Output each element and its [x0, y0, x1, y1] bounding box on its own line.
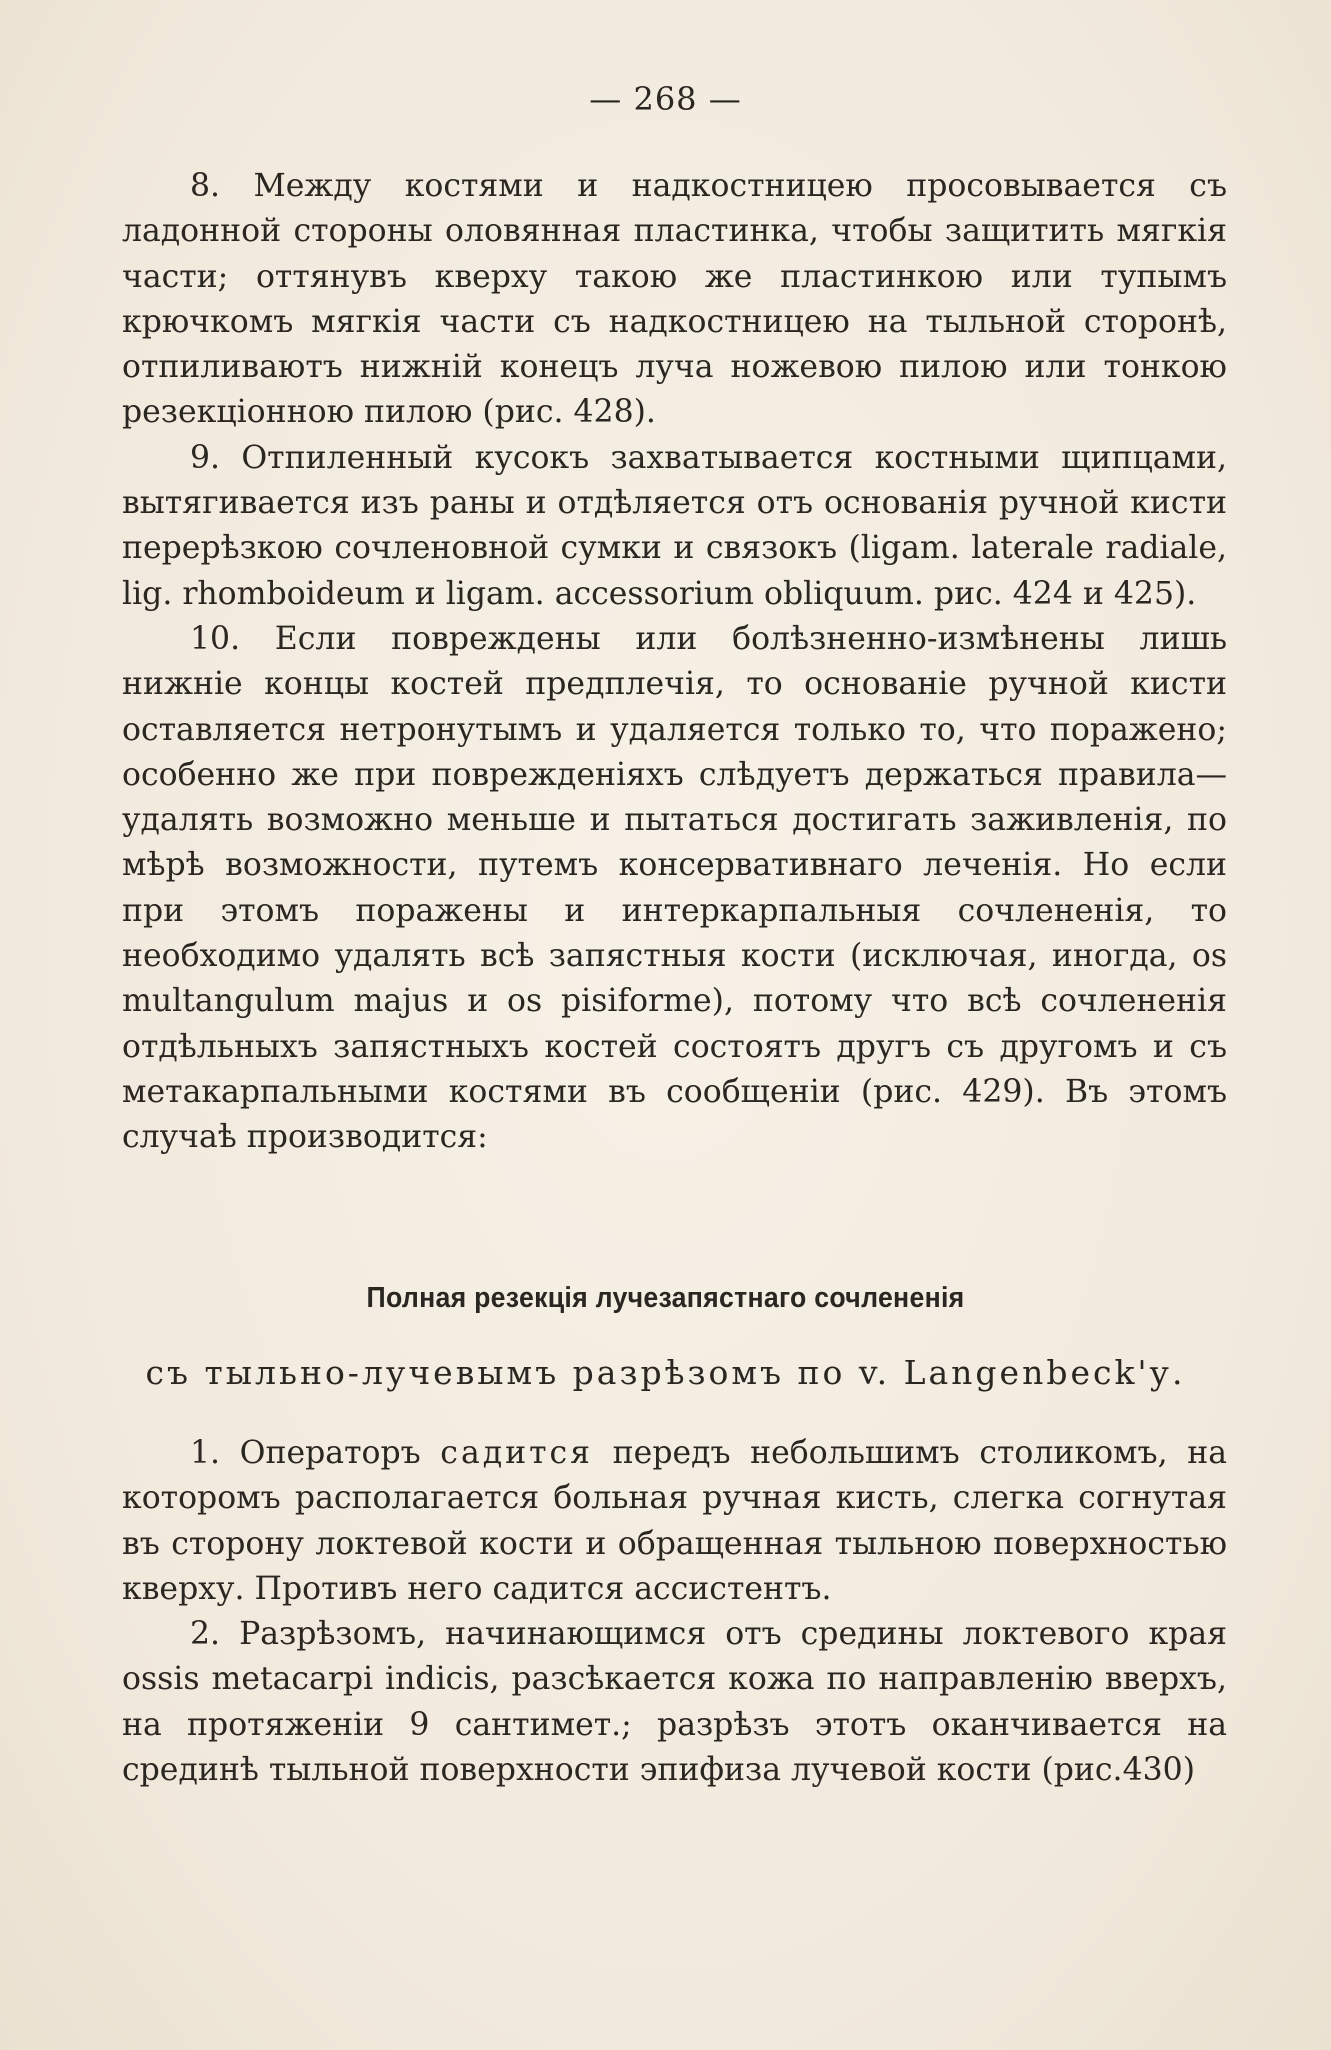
paragraph-9: 9. Отпиленный кусокъ захватывается костными щипцами, вытягивается изъ раны и отдѣляется отъ основанія ручной кисти перерѣзкою сочленовной сумки и связокъ (ligam. laterale radiale, lig. rhomboideum и ligam. accessorium obliquum. рис. 424 и 425). — [122, 439, 1227, 612]
section-subheading: съ тыльно-лучевымъ разрѣзомъ по v. Langenbeck'у. — [145, 1353, 1186, 1392]
step-1-end: передъ небольшимъ столикомъ, на которомъ располагается больная ручная кисть, слегка согнутая въ сторону локтевой кости и обращенная тыльною поверхностью кверху. Противъ него садится ассистентъ. — [122, 1435, 1227, 1607]
paragraph-8: 8. Между костями и надкостницею просовывается съ ладонной стороны оловянная пластинка, чтобы защитить мягкія части; оттянувъ кверху такою же пластинкою или тупымъ крючкомъ мягкія части съ надкостницею на тыльной сторонѣ, отпиливаютъ нижній конецъ луча ножевою пилою или тонкою резекціонною пилою (рис. 428). — [122, 168, 1227, 431]
section-heading: Полная резекція лучезапястнаго сочлененія — [366, 1282, 965, 1314]
step-1-spaced-word: садится — [440, 1435, 594, 1471]
section-body-1 — [122, 164, 1227, 1161]
page-number: — 268 — — [589, 80, 742, 118]
section-body-2 — [122, 1431, 1227, 1793]
step-1-start: 1. Операторъ — [190, 1435, 441, 1471]
paragraph-step-2: 2. Разрѣзомъ, начинающимся отъ средины локтевого края ossis metacarpi indicis, разсѣкается кожа по направленію вверхъ, на протяженіи 9 сантимет.; разрѣзъ этотъ оканчивается на срединѣ тыльной поверхности эпифиза лучевой кости (рис.430) — [122, 1616, 1227, 1789]
paragraph-10: 10. Если повреждены или болѣзненно-измѣнены лишь нижніе концы костей предплечія, то основаніе ручной кисти оставляется нетронутымъ и удаляется только то, что поражено; особенно же при поврежденіяхъ слѣдуетъ держаться правила—удалять возможно меньше и пытаться достигать заживленія, по мѣрѣ возможности, путемъ консервативнаго леченія. Но если при этомъ поражены и интеркарпальныя сочлененія, то необходимо удалять всѣ запястныя кости (исключая, иногда, os multangulum majus и os pisiforme), потому что всѣ сочлененія отдѣльныхъ запястныхъ костей состоятъ другъ съ другомъ и съ метакарпальными костями въ сообщеніи (рис. 429). Въ этомъ случаѣ производится: — [122, 620, 1227, 1156]
paragraph-step-1 — [122, 1431, 1227, 1612]
